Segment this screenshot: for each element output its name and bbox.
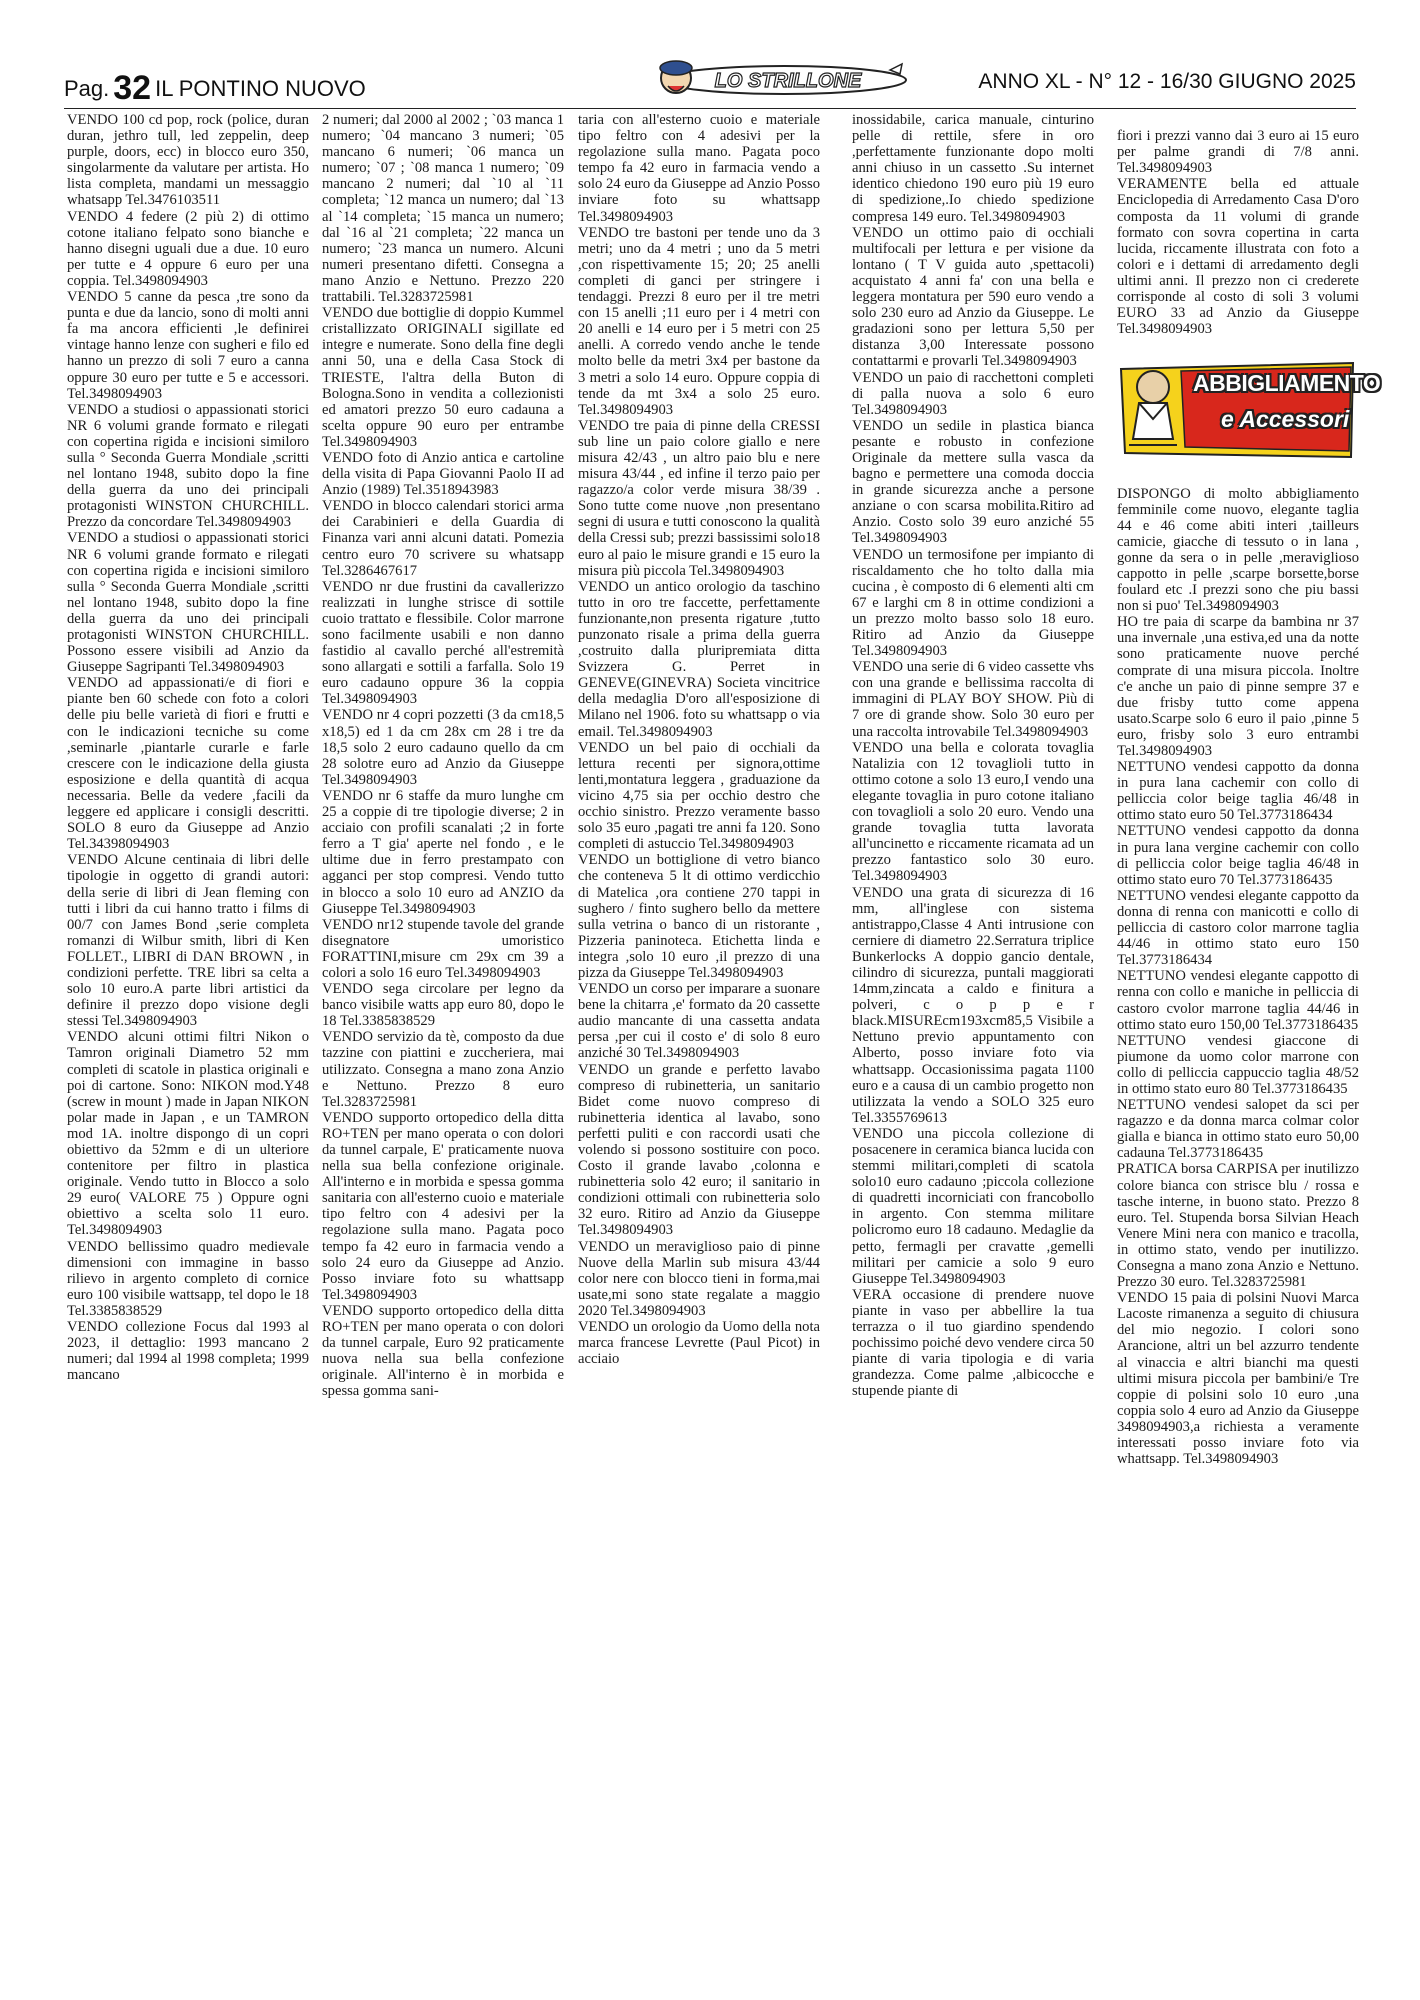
section-title-line2: e Accessori — [1221, 406, 1350, 433]
section-title-line1: ABBIGLIAMENTO — [1193, 370, 1381, 397]
lo-strillone-logo — [654, 58, 914, 102]
header-rule — [64, 108, 1356, 109]
section-badge-abbigliamento — [1117, 359, 1381, 461]
column-5-top-text: fiori i prezzi vanno dai 3 euro ai 15 euro per palme grandi di 7/8 anni. Tel.3498094903 VERAMENTE bella ed attuale Enciclopedia di Arredamento Casa D'oro composta da 11 volumi di grande formato con sovra copertina in carta lucida, riccamente illustrata con foto a colori e i dettami di arredamento degli ultimi anni. Il prezzo non ci crederete corrisponde al costo di soli 3 volumi EURO 33 ad Anzio da Giuseppe Tel.3498094903 — [1117, 128, 1359, 338]
page-number: 32 — [113, 69, 152, 107]
newspaper-title: IL PONTINO NUOVO — [155, 76, 366, 101]
classifieds-column-4: inossidabile, carica manuale, cinturino pelle di rettile, sfere in oro ,perfettamente funzionante dopo molti anni chiuso in un cassetto .Su internet identico chiedono 190 euro più 19 euro di spedizione,.Io chiedo spedizione compresa 149 euro. Tel.3498094903 VENDO un ottimo paio di occhiali multifocali per lettura e per visione da lontano ( T V guida auto ,spettacoli) acquistato 4 anni fa' con una bella e leggera montatura per 590 euro vendo a solo 230 euro ad Anzio da Giuseppe. Le gradazioni sono per lettura 5,50 per distanza 3,00 Interessate possono contattarmi e provarli Tel.3498094903 VENDO un paio di racchettoni completi di palla nuova a solo 6 euro Tel.3498094903 VENDO un sedile in plastica bianca pesante e robusto in confezione Originale da mettere sulla vasca da bagno e permettere una comoda doccia in grande sicurezza anche a persone anziane o con scarsa mobilita.Ritiro ad Anzio. Costo solo 39 euro anziché 55 Tel.3498094903 VENDO un termosifone per impianto di riscaldamento che ho tolto dalla mia cucina , è composto di 6 elementi alti cm 67 e larghi cm 8 in ottime condizioni a un prezzo molto basso solo 18 euro. Ritiro ad Anzio da Giuseppe Tel.3498094903 VENDO una serie di 6 video cassette vhs con una grande e bellissima raccolta di immagini di PLAY BOY SHOW. Più di 7 ore di grande show. Solo 30 euro per una raccolta introvabile Tel.3498094903 VENDO una bella e colorata tovaglia Natalizia con 12 tovaglioli tutto in ottimo cotone a solo 13 euro,I vendo una elegante tovaglia in puro cotone italiano con tovaglioli a solo 20 euro. Vendo una grande tovaglia tutta lavorata all'uncinetto e riccamente ricamata ad un prezzo fantastico solo 30 euro. Tel.3498094903 VENDO una grata di sicurezza di 16 mm, all'inglese con sistema antistrappo,Classe 4 Anti intrusione con cerniere di diametro 22.Serratura triplice Bunkerlocks A doppio gancio dentale, cilindro di sicurezza, puntali maggiorati 14mm,zincata a caldo e finitura a polveri, c o p p e r black.MISUREcm193xcm85,5 Visibile a Nettuno previo appuntamento con Alberto, posso inviare foto via whattsapp. Occasionissima pagata 1100 euro e a causa di un cambio progetto non utilizzata la vendo a SOLO 325 euro Tel.3355769613 VENDO una piccola collezione di posacenere in ceramica bianca lucida con stemmi militari,completi di scatola solo10 euro cadauno ;piccola collezione di quadretti incorniciati con francobollo in argento. Con stemma militare policromo euro 18 cadauno. Medaglie da petto, fermagli per cravatte ,gemelli militari per camicie a solo 9 euro Giuseppe Tel.3498094903 VERA occasione di prendere nuove piante in vaso per abbellire la tua terrazza o il tuo giardino spendendo pochissimo poiché devo vendere circa 50 piante di varia tipologia e di varia grandezza. Come palme ,albicocche e stupende piante di — [852, 112, 1094, 1400]
classifieds-column-5 — [1117, 112, 1381, 1483]
issue-info: ANNO XL - N° 12 - 16/30 GIUGNO 2025 — [978, 70, 1356, 93]
page-prefix: Pag. — [64, 76, 110, 101]
logo-text: LO STRILLONE — [714, 70, 862, 92]
classifieds-column-1: VENDO 100 cd pop, rock (police, duran duran, jethro tull, led zeppelin, deep purple, doors, ecc) in blocco euro 350, singolarmente da valutare per artista. Ho lista completa, mandami un messaggio whatsapp Tel.3476103511 VENDO 4 federe (2 più 2) di ottimo cotone italiano felpato sono bianche e hanno disegni uguali due a due. 10 euro per tutte e 4 oppure 6 euro per una coppia. Tel.3498094903 VENDO 5 canne da pesca ,tre sono da punta e due da lancio, sono di molti anni fa ma ancora efficienti ,le definirei vintage hanno lenze con sugheri e filo ed hanno un prezzo di soli 7 euro a canna oppure 30 euro per tutte e 5 e accessori. Tel.3498094903 VENDO a studiosi o appassionati storici NR 6 volumi grande formato e rilegati con copertina rigida e incisioni similoro sulla ° Seconda Guerra Mondiale ,scritti nel lontano 1948, subito dopo la fine della guerra da uno dei principali protagonisti WINSTON CHURCHILL. Prezzo da concordare Tel.3498094903 VENDO a studiosi o appassionati storici NR 6 volumi grande formato e rilegati con copertina rigida e incisioni similoro sulla ° Seconda Guerra Mondiale ,scritti nel lontano 1948, subito dopo la fine della guerra da uno dei principali protagonisti WINSTON CHURCHILL. Possono essere visibili ad Anzio da Giuseppe Sagripanti Tel.3498094903 VENDO ad appassionati/e di fiori e piante ben 60 schede con foto a colori delle piu belle varietà di fiori e frutti e con le indicazioni tecniche su come ,seminarle ,piantarle curarle e farle crescere con le indicazione della giusta esposizione e della quantità di acqua necessaria. Belle da vedere ,facili da leggere ed applicare i consigli descritti. SOLO 8 euro da Giuseppe ad Anzio Tel.34398094903 VENDO Alcune centinaia di libri delle tipologie in oggetto di grandi autori: della serie di libri di Jean fleming con tutti i libri da cui hanno tratto i films di 00/7 con James Bond ,serie completa romanzi di Wilbur smith, libri di Ken FOLLET., LIBRI di DAN BROWN , in condizioni perfette. TRE libri sa celta a solo 10 euro.A parte libri artistici da definire il prezzo dopo visione degli stessi Tel.3498094903 VENDO alcuni ottimi filtri Nikon o Tamron originali Diametro 52 mm completi di scatole in plastica originali e poi di cartone. Sono: NIKON mod.Y48 (screw in mount ) made in Japan NIKON polar made in Japan , e un TAMRON mod 1A. inoltre dispongo di un copri obiettivo da 52mm e di un ulteriore contenitore per filtro in plastica originale. Vendo tutto in Blocco a solo 29 euro( VALORE 75 ) Oppure ogni obiettivo a scelta solo 11 euro. Tel.3498094903 VENDO bellissimo quadro medievale dimensioni con immagine in basso rilievo in argento completo di cornice euro 100 visibile wattsapp, tel dopo le 18 Tel.3385838529 VENDO collezione Focus dal 1993 al 2023, il dettaglio: 1993 mancano 2 numeri; dal 1994 al 1998 completa; 1999 mancano — [67, 112, 309, 1384]
column-5-bottom-text: DISPONGO di molto abbigliamento femminile come nuovo, elegante taglia 44 e 46 come abiti interi ,tailleurs camicie, giacche di tessuto o in lana , gonne da sera o in pelle ,meraviglioso cappotto in pelle ,scarpe borsette,borse foulard etc .I prezzi sono che piu bassi non si puo' Tel.3498094903 HO tre paia di scarpe da bambina nr 37 una invernale ,una estiva,ed una da notte sono praticamente nuove perché comprate di una misura piccola. Inoltre c'e anche un paio di pinne sempre 37 e due frisby tutto come appena usato.Scarpe solo 6 euro il paio ,pinne 5 euro, frisby solo 3 euro entrambi Tel.3498094903 NETTUNO vendesi cappotto da donna in pura lana cachemir con collo di pelliccia color beige taglia 46/48 in ottimo stato euro 50 Tel.3773186434 NETTUNO vendesi cappotto da donna in pura lana vergine cachemir con collo di pelliccia color beige taglia 46/48 in ottimo stato euro 70 Tel.3773186435 NETTUNO vendesi elegante cappotto da donna di renna con manicotti e collo di pelliccia di castoro color marrone taglia 44/46 in ottimo stato euro 150 Tel.3773186434 NETTUNO vendesi elegante cappotto di renna con collo e maniche in pelliccia di castoro cvolor marrone taglia 44/46 in ottimo stato euro 150,00 Tel.3773186435 NETTUNO vendesi giaccone di piumone da uomo color marrone con collo di pelliccia cappuccio taglia 48/52 in ottimo stato euro 80 Tel.3773186435 NETTUNO vendesi salopet da sci per ragazzo e da donna marca colmar color gialla e bianca in ottimo stato euro 50,00 cadauna Tel.3773186435 PRATICA borsa CARPISA per inutilizzo colore bianca con strisce blu / rossa e tasche interne, in buono stato. Prezzo 8 euro. Tel. Stupenda borsa Silvian Heach Venere Mini nera con manico e tracolla, in ottimo stato, vendo per inutilizzo. Consegna a mano zona Anzio e Nettuno. Prezzo 30 euro. Tel.3283725981 VENDO 15 paia di polsini Nuovi Marca Lacoste rimanenza a seguito di chiusura del mio negozio. I colori sono Arancione, altri un bel azzurro tendente al vinaccia e altri bianchi ma questi ultimi misura piccola per bambini/e Tre coppie di polsini solo 10 euro ,una coppia solo 4 euro ad Anzio da Giuseppe 3498094903,a richiesta a veramente interessati posso inviare foto via whattsapp. Tel.3498094903 — [1117, 485, 1359, 1468]
classifieds-column-3: taria con all'esterno cuoio e materiale tipo feltro con 4 adesivi per la regolazione sulla mano. Pagata poco tempo fa 42 euro in farmacia vendo a solo 24 euro da Giuseppe ad Anzio Posso inviare foto su whattsapp Tel.3498094903 VENDO tre bastoni per tende uno da 3 metri; uno da 4 metri ; uno da 5 metri ,con rispettivamente 15; 20; 25 anelli completi di ganci per stringere i tendaggi. Prezzi 8 euro per il tre metri con 15 anelli ;11 euro per i 4 metri con 20 anelli e 14 euro per i 5 metri con 25 anelli. A corredo vendo anche le tende molto belle da metri 3x4 per bastone da 3 metri a solo 14 euro. Oppure coppia di tende da mt 3x4 a solo 25 euro. Tel.3498094903 VENDO tre paia di pinne della CRESSI sub line un paio colore giallo e nere misura 42/43 , un altro paio blu e nere misura 43/44 , ed infine il terzo paio per ragazzo/a color verde misura 38/39 . Sono tutte come nuove ,non presentano segni di usura e tutti conoscono la qualità della Cressi sub; prezzi bassissimi solo18 euro al paio le misure grandi e 15 euro la misura più piccola Tel.3498094903 VENDO un antico orologio da taschino tutto in oro tre faccette, perfettamente funzionante,non presenta rigature ,tutto punzonato risale a prima della guerra ,costruito dalla pluripremiata ditta Svizzera G. Perret in GENEVE(GINEVRA) Societa vincitrice della medaglia D'oro all'esposizione di Milano nel 1906. foto su whattsapp o via email. Tel.3498094903 VENDO un bel paio di occhiali da lettura recenti per signora,ottime lenti,montatura leggera , graduazione da vicino 4,75 sia per occhio destro che occhio sinistro. Prezzo veramente basso solo 35 euro ,pagati tre anni fa 120. Sono completi di astuccio Tel.3498094903 VENDO un bottiglione di vetro bianco che conteneva 5 lt di ottimo verdicchio di Matelica ,ora contiene 270 tappi in sughero / finto sughero bello da mettere sulla vetrina o banco di un ristorante , Pizzeria paninoteca. Etichetta linda e integra ,solo 10 euro ,il prezzo di una pizza da Giuseppe Tel.3498094903 VENDO un corso per imparare a suonare bene la chitarra ,e' formato da 20 cassette audio mancante di una cassetta andata persa ,per cui il costo e' di solo 8 euro anziché 30 Tel.3498094903 VENDO un grande e perfetto lavabo compreso di rubinetteria, un sanitario Bidet come nuovo compreso di rubinetteria identica al lavabo, sono perfetti puliti e con raccordi usati che volendo si possono sostituire con poco. Costo il grande lavabo ,colonna e rubinetteria solo 42 euro; il sanitario in condizioni ottimali con rubinetteria solo 32 euro. Ritiro ad Anzio da Giuseppe Tel.3498094903 VENDO un meraviglioso paio di pinne Nuove della Marlin sub misura 43/44 color nere con blocco tieni in forma,mai usate,mi sono state regalate a maggio 2020 Tel.3498094903 VENDO un orologio da Uomo della nota marca francese Levrette (Paul Picot) in acciaio — [578, 112, 820, 1368]
page-header — [64, 62, 1356, 107]
header-left — [64, 66, 366, 105]
classifieds-column-2: 2 numeri; dal 2000 al 2002 ; `03 manca 1 numero; `04 mancano 3 numeri; `05 mancano 6 numeri; `06 manca un numero; `07 ; `08 manca 1 numero; `09 mancano 2 numeri; dal `10 al `11 completa; `12 manca un numero; dal `13 al `14 completa; `15 manca un numero; dal `16 al `21 completa; `22 manca un numero; `23 manca un numero. Alcuni numeri presentano difetti. Consegna a mano Anzio e Nettuno. Prezzo 220 trattabili. Tel.3283725981 VENDO due bottiglie di doppio Kummel cristallizzato ORIGINALI sigillate ed integre e numerate. Sono della fine degli anni 50, una e della Casa Stock di TRIESTE, l'altra della Buton di Bologna.Sono in vendita a collezionisti ed amatori prezzo 50 euro cadauna a scelta oppure 90 euro per entrambe Tel.3498094903 VENDO foto di Anzio antica e cartoline della visita di Papa Giovanni Paolo II ad Anzio (1989) Tel.3518943983 VENDO in blocco calendari storici arma dei Carabinieri e della Guardia di Finanza vari anni alcuni datati. Pomezia centro euro 70 scrivere su whatsapp Tel.3286467617 VENDO nr due frustini da cavallerizzo realizzati in lunghe strisce di sottile cuoio trattato e flessibile. Color marrone sono facilmente usabili e non danno fastidio al cavallo perché all'estremità sono allargati e sottili a farfalla. Solo 19 euro cadauno oppure 36 la coppia Tel.3498094903 VENDO nr 4 copri pozzetti (3 da cm18,5 x18,5) ed 1 da cm 28x cm 28 i tre da 18,5 solo 2 euro cadauno quello da cm 28 solotre euro ad Anzio da Giuseppe Tel.3498094903 VENDO nr 6 staffe da muro lunghe cm 25 a coppie di tre tipologie diverse; 2 in acciaio con profili scanalati ;2 in forte ferro a T gia' aperte nel fondo , e le ultime due in ferro prestampato con agganci per stop compresi. Vendo tutto in blocco a solo 10 euro ad ANZIO da Giuseppe Tel.3498094903 VENDO nr12 stupende tavole del grande disegnatore umoristico FORATTINI,misure cm 29x cm 39 a colori a solo 16 euro Tel.3498094903 VENDO sega circolare per legno da banco visibile watts app euro 80, dopo le 18 Tel.3385838529 VENDO servizio da tè, composto da due tazzine con piattini e zuccheriera, mai utilizzato. Consegna a mano zona Anzio e Nettuno. Prezzo 8 euro Tel.3283725981 VENDO supporto ortopedico della ditta RO+TEN per mano operata o con dolori da tunnel carpale, E' praticamente nuova nella sua bella confezione originale. All'interno e in morbida e spessa gomma sanitaria con all'esterno cuoio e materiale tipo feltro con 4 adesivi per la regolazione sulla mano. Pagata poco tempo fa 42 euro in farmacia vendo a solo 24 euro da Giuseppe ad Anzio. Posso inviare foto su whattsapp Tel.3498094903 VENDO supporto ortopedico della ditta RO+TEN per mano operata o con dolori da tunnel carpale, Euro 92 praticamente nuova nella sua bella confezione originale. All'interno è in morbida e spessa gomma sani- — [322, 112, 564, 1400]
